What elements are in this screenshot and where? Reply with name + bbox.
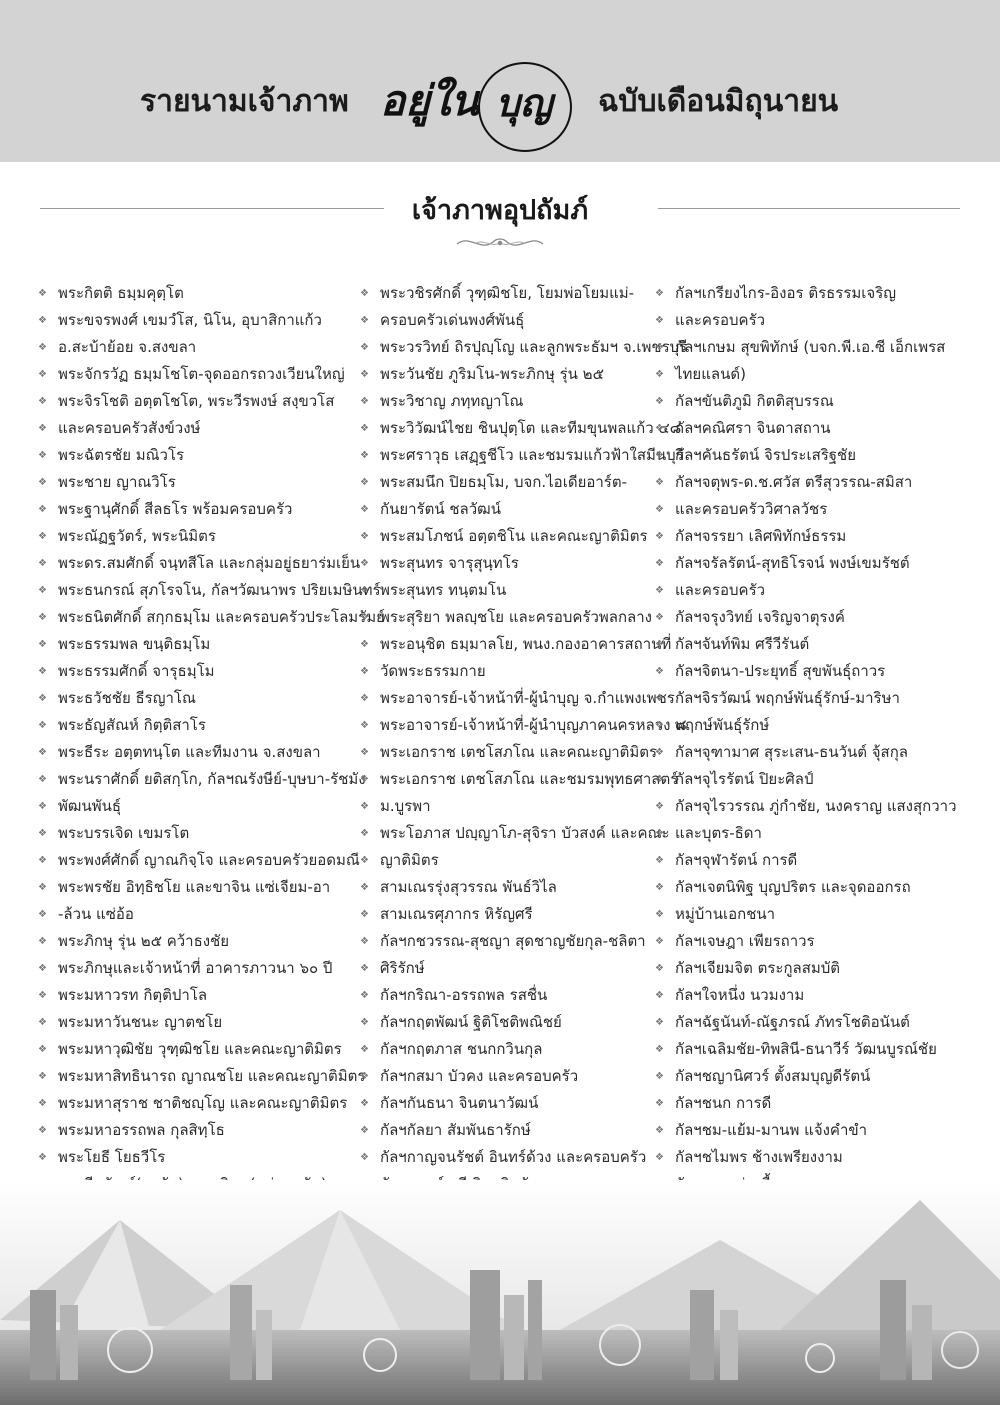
sponsor-list-item: ❖ พระธีระ อตฺตทนฺโต และทีมงาน จ.สงขลา [38, 739, 358, 766]
sponsor-list-item: ❖ กัลฯจิตนา-ประยุทธิ์ สุขพันธุ์ถาวร [655, 658, 965, 685]
sponsor-list-item: ❖ กัลฯกาญจนรัชต์ อินทร์ด้วง และครอบครัว [360, 1144, 655, 1171]
sponsor-list-item: ❖ พระธรรมศักดิ์ จารุธมฺโม [38, 658, 358, 685]
sponsor-list-item: ❖ กัลฯกัลยา สัมพันธารักษ์ [360, 1117, 655, 1144]
sponsor-list-item: ❖ กัลฯเจตนิพิฐ บุญปริตร และจุดออกรถ [655, 874, 965, 901]
sponsor-list-item: ❖ ครอบครัวเด่นพงศ์พันธุ์ [360, 307, 655, 334]
sponsor-list-item: ❖ อ.สะบ้าย้อย จ.สงขลา [38, 334, 358, 361]
sponsor-list-item: ❖ พระโอภาส ปญฺญาโภ-สุจิรา บัวสงค์ และคณะ [360, 820, 655, 847]
sponsor-list-item: ❖ พระชาย ญาณวิโร [38, 469, 358, 496]
sponsor-list-item: ❖ กัลฯกชวรรณ-สุชญา สุดชาญชัยกุล-ชลิตา [360, 928, 655, 955]
logo-script-left: อยู่ใน [380, 76, 480, 125]
sponsor-list-item: ❖ พระณัฏฐวัตร์, พระนิมิตร [38, 523, 358, 550]
sponsor-list-item: ❖ สามเณรศุภากร หิรัญศรี [360, 901, 655, 928]
sponsor-list-item: ❖ พระวิชาญ ภทฺทญาโณ [360, 388, 655, 415]
sponsor-list-item: ❖ พระธัญสัณห์ กิตฺติสาโร [38, 712, 358, 739]
header-title-left: รายนามเจ้าภาพ [140, 84, 349, 119]
sponsor-list-item: ❖ พระดร.สมศักดิ์ จนฺทสีโล และกลุ่มอยู่ธยาร่มเย็น [38, 550, 358, 577]
sponsor-list-item: ❖ พระวรวิทย์ ถิรปุญฺโญ และลูกพระธัมฯ จ.เพชรบุรี [360, 334, 655, 361]
sponsor-list-item: ❖ กัลฯขันติภูมิ กิตติสุบรรณ [655, 388, 965, 415]
sponsor-list-item: ❖ พระพงศ์ศักดิ์ ญาณกิจฺโจ และครอบครัวยอดมณี [38, 847, 358, 874]
sponsor-column-1 [38, 280, 385, 1225]
sponsor-list-item: ❖ กัลฯจรัลรัตน์-สุทธิโรจน์ พงษ์เขมรัชต์ [655, 550, 965, 577]
sponsor-column-3 [655, 280, 965, 1225]
sponsor-list-item: ❖ กัลฯจุฬารัตน์ การดี [655, 847, 965, 874]
sponsor-list-item: ❖ กัลฯจรุงวิทย์ เจริญจาตุรงค์ [655, 604, 965, 631]
sponsor-list-item: ❖ พระโยธี โยธวีโร [38, 1144, 358, 1171]
sponsor-list-item: ❖ พระภิกษุและเจ้าหน้าที่ อาคารภาวนา ๖๐ ปี [38, 955, 358, 982]
sponsor-list-item: ❖ และครอบครัววิศาลวัชร [655, 496, 965, 523]
sponsor-list-item: ❖ กัลฯชม-แย้ม-มานพ แจ้งคำขำ [655, 1117, 965, 1144]
sponsor-list-item: ❖ พระมหาวันชนะ ญาตชโย [38, 1009, 358, 1036]
sponsor-list-item: ❖ กัลฯจุไรวรรณ ภู่กำชัย, นงคราญ แสงสุกวาว [655, 793, 965, 820]
sponsor-list-item: ❖ พระวชิรศักดิ์ วุฑฺฒิชโย, โยมพ่อโยมแม่- [360, 280, 655, 307]
sponsor-list-item: ❖ พระอาจารย์-เจ้าหน้าที่-ผู้นำบุญ จ.กำแพงเพชร [360, 685, 655, 712]
sponsor-list-item: ❖ กัลฯเกรียงไกร-อิงอร ติรธรรมเจริญ [655, 280, 965, 307]
sponsor-list-item: ❖ กัลฯกันธนา จินตนาวัฒน์ [360, 1090, 655, 1117]
header-title-right: ฉบับเดือนมิถุนายน [598, 84, 839, 119]
sponsor-list-item: ❖ พระสมนึก ปิยธมฺโม, บจก.ไอเดียอาร์ต- [360, 469, 655, 496]
sponsor-list-item: ❖ กัลฯกสมา บัวคง และครอบครัว [360, 1063, 655, 1090]
publication-logo [380, 62, 590, 150]
sponsor-list-item: ❖ กัลฯใจหนึ่ง นวมงาม [655, 982, 965, 1009]
sponsor-list-item: ❖ พระมหาสิทธินารถ ญาณชโย และคณะญาติมิตร [38, 1063, 358, 1090]
sponsor-list-item: ❖ พระมหาอรรถพล กุลสิทฺโธ [38, 1117, 358, 1144]
sponsor-list-item: ❖ กัลฯจันท์พิม ศรีวีรันต์ [655, 631, 965, 658]
sponsor-list-item: ❖ กัลฯเกษม สุขพิทักษ์ (บจก.พี.เอ.ซี เอ็กเพรส [655, 334, 965, 361]
sponsor-list-item: ❖ พระเอกราช เตชโสภโณ และคณะญาติมิตร [360, 739, 655, 766]
sponsor-list-item: ❖ กัลฯกฤตพัฒน์ ฐิติโชติพณิชย์ [360, 1009, 655, 1036]
sponsor-list-item: ❖ หมู่บ้านเอกชนา [655, 901, 965, 928]
sponsor-list-item: ❖ -ล้วน แซ่อ้อ [38, 901, 358, 928]
sponsor-list-item: ❖ พระสุริยา พลญฺชโย และครอบครัวพลกลาง [360, 604, 655, 631]
sponsor-list-item: ❖ และครอบครัว [655, 307, 965, 334]
sponsor-list-item: ❖ พระอนุชิต ธมฺมาลโย, พนง.กองอาคารสถานที่ [360, 631, 655, 658]
sponsor-list-item: ❖ พระเอกราช เตชโสภโณ และชมรมพุทธศาสตร์ [360, 766, 655, 793]
sponsor-column-2 [360, 280, 688, 1225]
sponsor-list-item: ❖ กัลฯฉัฐนันท์-ณัฐภรณ์ ภัทรโชติอนันต์ [655, 1009, 965, 1036]
section-title: เจ้าภาพอุปถัมภ์ [411, 195, 589, 226]
sponsor-list-item: ❖ และครอบครัว [655, 577, 965, 604]
sponsor-list-item: ❖ กัลฯกฤตภาส ชนกกวินกุล [360, 1036, 655, 1063]
sponsor-list-item: ❖ และครอบครัวสังข์วงษ์ [38, 415, 358, 442]
sponsor-list-item: ❖ พระภิกษุ รุ่น ๒๕ คว้าธงชัย [38, 928, 358, 955]
sponsor-list-item: ❖ กัลฯจตุพร-ด.ช.ศวัส ตรีสุวรรณ-สมิสา [655, 469, 965, 496]
sponsor-list-item: ❖ กัลฯเจียมจิต ตระกูลสมบัติ [655, 955, 965, 982]
sponsor-list-item: ❖ พระศราวุธ เสฏฺฐชีโว และชมรมแก้วฟ้าใสมีนบุรี [360, 442, 655, 469]
sponsor-list-item: ❖ กัลฯเจษฎา เพียรถาวร [655, 928, 965, 955]
divider-right [658, 208, 960, 209]
sponsor-list-item: ❖ พระมหาสุราช ชาติชญฺโญ และคณะญาติมิตร [38, 1090, 358, 1117]
sponsor-list-item: ❖ ไทยแลนด์) [655, 361, 965, 388]
sponsor-list-item: ❖ พระกิตติ ธมฺมคุตฺโต [38, 280, 358, 307]
sponsor-list-item: ❖ สามเณรรุ่งสุวรรณ พันธ์วิไล [360, 874, 655, 901]
crystal-landscape-decoration [0, 1180, 1000, 1405]
sponsor-list-item: ❖ พระธนกรณ์ สุภโรจโน, กัลฯวัฒนาพร ปริยเมษินทร์ [38, 577, 358, 604]
sponsor-list-item: ❖ พระอาจารย์-เจ้าหน้าที่-ผู้นำบุญภาคนครหลวง ๘ [360, 712, 655, 739]
ornament-flourish [455, 232, 545, 254]
sponsor-list-item: ❖ กัลฯเฉลิมชัย-ทิพสินี-ธนาวีร์ วัฒนบูรณ์ชัย [655, 1036, 965, 1063]
sponsor-list-item: ❖ กัลฯจุฑามาศ สุระเสน-ธนวันต์ จุ้สกุล [655, 739, 965, 766]
sponsor-list-item: ❖ พระวิวัฒน์ไชย ชินปุตฺโต และทีมขุนพลแก้ว ๔๘ [360, 415, 655, 442]
sponsor-list-item: ❖ ม.บูรพา [360, 793, 655, 820]
sponsor-list-item: ❖ กันยารัตน์ ชลวัฒน์ [360, 496, 655, 523]
sponsor-list-item: ❖ พระนราศักดิ์ ยติสกฺโก, กัลฯณรังษีย์-บุษบา-รัชมัง [38, 766, 358, 793]
sponsor-list-item: ❖ วัดพระธรรมกาย [360, 658, 655, 685]
sponsor-list-item: ❖ พระมหาวุฒิชัย วุฑฺฒิชโย และคณะญาติมิตร [38, 1036, 358, 1063]
sponsor-list-item: ❖ พระธวัชชัย ธีรญาโณ [38, 685, 358, 712]
sponsor-list-item: ❖ พระจักรวัฏ ธมฺมโชโต-จุดออกรถวงเวียนใหญ่ [38, 361, 358, 388]
sponsor-list-item: ❖ พระมหาวรท กิตฺติปาโล [38, 982, 358, 1009]
sponsor-list-item: ❖ พระธนิตศักดิ์ สกฺกธมฺโม และครอบครัวประโลมรัมย์ [38, 604, 358, 631]
sponsor-list-item: ❖ กัลฯชไมพร ช้างเพรียงงาม [655, 1144, 965, 1171]
sponsor-list-item: ❖ กัลฯคณิศรา จินดาสถาน [655, 415, 965, 442]
sponsor-list-item: ❖ พระจิรโชติ อตฺตโชโต, พระวีรพงษ์ สงฺขวโส [38, 388, 358, 415]
sponsor-list-item: ❖ ศิริรักษ์ [360, 955, 655, 982]
sponsor-list-item: ❖ กัลฯกริณา-อรรถพล รสชื่น [360, 982, 655, 1009]
sponsor-list-item: ❖ และบุตร-ธิดา [655, 820, 965, 847]
sponsor-list-item: ❖ พระบรรเจิด เขมรโต [38, 820, 358, 847]
sponsor-list-item: ❖ พระสมโภชน์ อตฺตชิโน และคณะญาติมิตร [360, 523, 655, 550]
sponsor-list-item: ❖ พระสุนทร ทนฺตมโน [360, 577, 655, 604]
sponsor-list-item: ❖ กัลฯคันธรัตน์ จิรประเสริฐชัย [655, 442, 965, 469]
sponsor-list-item: ❖ กัลฯจุไรรัตน์ ปิยะศิลป์ [655, 766, 965, 793]
sponsor-list-item: ❖ พระขจรพงศ์ เขมวํโส, นิโน, อุบาสิกาแก้ว [38, 307, 358, 334]
sponsor-list-item: ❖ กัลฯจิรวัฒน์ พฤกษ์พันธุ์รักษ์-มาริษา [655, 685, 965, 712]
sponsor-list-item: ❖ พระฐานุศักดิ์ สีลธโร พร้อมครอบครัว [38, 496, 358, 523]
sponsor-list-item: ❖ กัลฯจรรยา เลิศพิทักษ์ธรรม [655, 523, 965, 550]
sponsor-list-item: ❖ พัฒนพันธุ์ [38, 793, 358, 820]
sponsor-list-item: ❖ พระพรชัย อิทฺธิชโย และขาจิน แซ่เจียม-อา [38, 874, 358, 901]
sponsor-list-item: ❖ กัลฯชนก การดี [655, 1090, 965, 1117]
sponsor-list-item: ❖ ญาติมิตร [360, 847, 655, 874]
sponsor-list-item: ❖ กัลฯชญานิศวร์ ตั้งสมบุญดีรัตน์ [655, 1063, 965, 1090]
sponsor-list-item: ❖ พฤกษ์พันธุ์รักษ์ [655, 712, 965, 739]
sponsor-list-item: ❖ พระธรรมพล ขนฺติธมฺโม [38, 631, 358, 658]
logo-script-right: บุญ [495, 80, 553, 125]
sponsor-list-item: ❖ พระวันชัย ภูริมโน-พระภิกษุ รุ่น ๒๕ [360, 361, 655, 388]
sponsor-list-item: ❖ พระสุนทร จารุสุนฺทโร [360, 550, 655, 577]
sponsor-list-item: ❖ พระฉัตรชัย มณิวโร [38, 442, 358, 469]
